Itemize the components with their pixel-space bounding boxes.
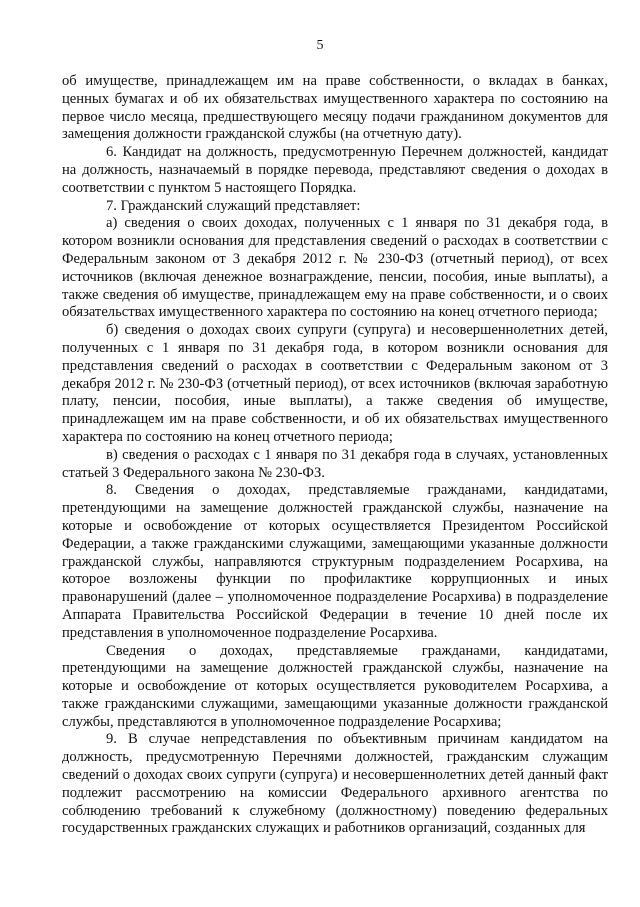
paragraph-item-7a: а) сведения о своих доходах, полученных с 1 января по 31 декабря года, в котором возникли основания для представления сведений о расходах в соответствии с Федеральным законом от 3 декабря 2012 г. № 230-ФЗ (отчетный период), от всех источников (включая денежное вознаграждение, пенсии, пособия, иные выплаты), а также сведения об имуществе, принадлежащем ему на праве собственности, и о своих обязательствах имущественного характера по состоянию на конец отчетного периода; [62, 215, 608, 321]
paragraph-item-7v: в) сведения о расходах с 1 января по 31 декабря года в случаях, установленных статьей 3 Федерального закона № 230-ФЗ. [62, 446, 608, 481]
paragraph-item-7: 7. Гражданский служащий представляет: [106, 197, 361, 214]
paragraph-continuation: об имуществе, принадлежащем им на праве собственности, о вкладах в банках, ценных бумагах и об их обязательствах имущественного характера по состоянию на первое число месяца, предшествующего месяцу подачи гражданином документов для замещения должности гражданской службы (на отчетную дату). [62, 73, 608, 143]
paragraph-item-8-second: Сведения о доходах, представляемые гражданами, кандидатами, претендующими на замещение должностей гражданской службы, назначение на которые и освобождение от которых осуществляется руководителем Росархива, а также гражданскими служащими, замещающими указанные должности гражданской службы, представляются в уполномоченное подразделение Росархива; [62, 642, 608, 730]
paragraph-item-6: 6. Кандидат на должность, предусмотренную Перечнем должностей, кандидат на должность, назначаемый в порядке перевода, представляют сведения о доходах в соответствии с пунктом 5 настоящего Порядка. [62, 144, 608, 196]
page-number: 5 [316, 38, 324, 53]
paragraph-item-9: 9. В случае непредставления по объективным причинам кандидатом на должность, предусмотренную Перечнями должностей, гражданским служащим сведений о доходах своих супруги (супруга) и несовершеннолетних детей данный факт подлежит рассмотрению на комиссии Федерального архивного агентства по соблюдению требований к служебному (должностному) поведению федеральных государственных гражданских служащих и работников организаций, созданных для [62, 731, 608, 837]
paragraph-item-8: 8. Сведения о доходах, представляемые гражданами, кандидатами, претендующими на замещение должностей гражданской службы, назначение на которые и освобождение от которых осуществляется Президентом Российской Федерации, а также гражданскими служащими, замещающими указанные должности гражданской службы, направляются структурным подразделением Росархива, на которое возложены функции по профилактике коррупционных и иных правонарушений (далее – уполномоченное подразделение Росархива) в подразделение Аппарата Правительства Российской Федерации в течение 10 дней после их представления в уполномоченное подразделение Росархива. [62, 482, 608, 641]
paragraph-item-7b: б) сведения о доходах своих супруги (супруга) и несовершеннолетних детей, полученных с 1 января по 31 декабря года, в котором возникли основания для представления сведений о расходах в соответствии с Федеральным законом от 3 декабря 2012 г. № 230-ФЗ (отчетный период), от всех источников (включая заработную плату, пенсии, пособия, иные выплаты), а также сведения об имуществе, принадлежащем им на праве собственности, и об их обязательствах имущественного характера по состоянию на конец отчетного периода; [62, 322, 608, 445]
document-body [62, 73, 608, 838]
